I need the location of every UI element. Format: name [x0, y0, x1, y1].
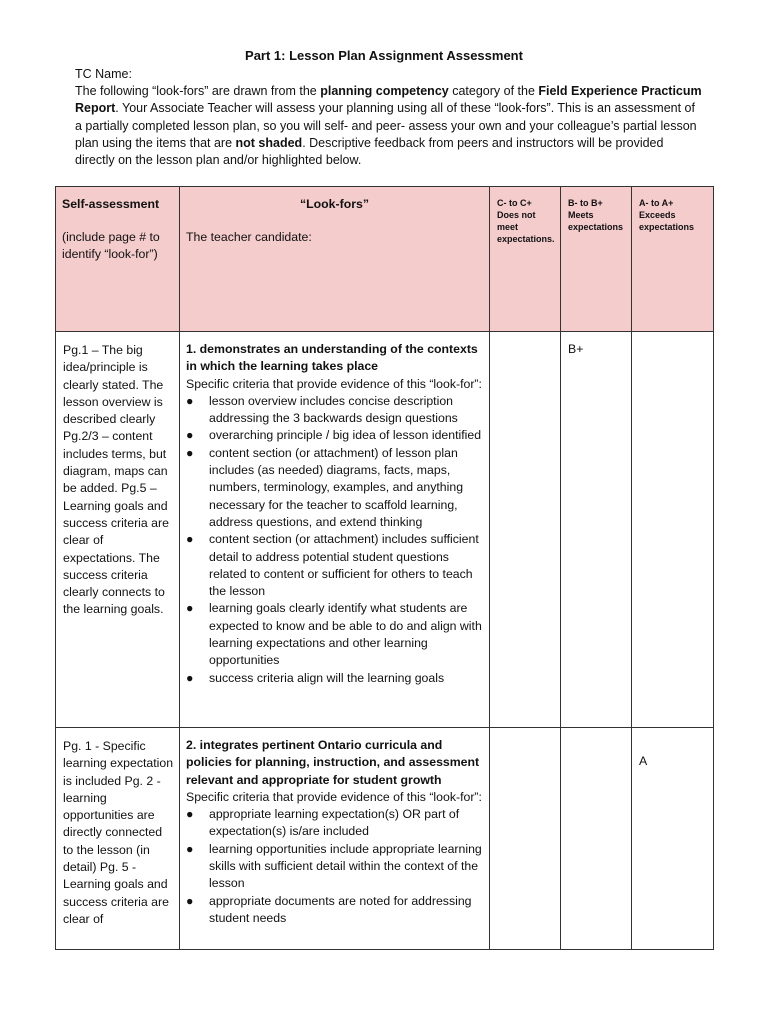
- grade-a-cell: [632, 332, 714, 728]
- list-item: ● appropriate learning expectation(s) OR part of expectation(s) is/are included: [186, 807, 460, 839]
- look-for-cell: [180, 332, 490, 728]
- intro-paragraph: [75, 66, 705, 169]
- grade-a-cell: A: [632, 728, 714, 950]
- bullet-icon: ●: [186, 428, 194, 443]
- bullet-icon: ●: [186, 670, 194, 685]
- table-row: [56, 728, 714, 950]
- table-header-row: [56, 187, 714, 332]
- bullet-icon: ●: [186, 445, 194, 460]
- criteria-list: [186, 393, 483, 687]
- self-assessment-cell: Pg. 1 - Specific learning expectation is included Pg. 2 - learning opportunities are directly connected to the lesson (in detail) Pg. 5 - Learning goals and success criteria are clear of: [56, 728, 180, 950]
- list-item: ● content section (or attachment) includes sufficient detail to address potential student questions related to content or sufficient for others to teach the lesson: [186, 532, 479, 599]
- list-item: ● appropriate documents are noted for addressing student needs: [186, 893, 472, 925]
- table-row: [56, 332, 714, 728]
- grade-b-cell: [561, 728, 632, 950]
- self-assessment-cell: Pg.1 – The big idea/principle is clearly stated. The lesson overview is described clearly Pg.2/3 – content includes terms, but diagram, maps can be added. Pg.5 – Learning goals and success criteria are clear of expectations. The success criteria clearly connects to the learning goals.: [56, 332, 180, 728]
- header-grade-c: C- to C+ Does not meet expectations.: [490, 187, 561, 332]
- intro-text: The following “look-fors” are drawn from the planning competency category of the Field Experience Practicum Report. Your Associate Teacher will assess your planning using all of these “look-fors”. This is an assessment of a partially completed lesson plan, so you will self- and peer- assess your own and your colleague’s partial lesson plan using the items that are not shaded. Descriptive feedback from peers and instructors will be provided directly on the lesson plan and/or highlighted below.: [75, 84, 702, 168]
- list-item: ● learning goals clearly identify what students are expected to know and be able to do and align with learning expectations and other learning opportunities: [186, 601, 482, 668]
- bullet-icon: ●: [186, 807, 194, 822]
- criteria-intro: Specific criteria that provide evidence of this “look-for”:: [186, 789, 482, 804]
- assessment-table: [55, 186, 714, 950]
- criteria-intro: Specific criteria that provide evidence of this “look-for”:: [186, 376, 482, 391]
- look-for-heading: 1. demonstrates an understanding of the contexts in which the learning takes place: [186, 342, 478, 374]
- list-item: ● overarching principle / big idea of lesson identified: [186, 427, 483, 444]
- tc-name-label: TC Name:: [75, 67, 132, 81]
- list-item: ● content section (or attachment) of lesson plan includes (as needed) diagrams, facts, maps, numbers, terminology, examples, and anything necessary for the teacher to scaffold learning, address questions, and extend thinking: [186, 445, 464, 529]
- header-self-assessment: Self-assessment (include page # to identify “look-for”): [56, 187, 180, 332]
- bullet-icon: ●: [186, 601, 194, 616]
- list-item: ● learning opportunities include appropriate learning skills with sufficient detail within the context of the lesson: [186, 841, 482, 891]
- grade-c-cell: [490, 728, 561, 950]
- look-for-heading: 2. integrates pertinent Ontario curricula and policies for planning, instruction, and assessment relevant and appropriate for student growth: [186, 738, 480, 787]
- bullet-icon: ●: [186, 393, 194, 408]
- list-item: ● lesson overview includes concise description addressing the 3 backwards design questions: [186, 393, 458, 426]
- header-look-fors: “Look-fors” The teacher candidate:: [180, 187, 490, 332]
- criteria-list: [186, 806, 483, 927]
- list-item: ● success criteria align will the learning goals: [186, 670, 483, 687]
- page-title: Part 1: Lesson Plan Assignment Assessment: [245, 48, 523, 63]
- bullet-icon: ●: [186, 532, 194, 547]
- grade-c-cell: [490, 332, 561, 728]
- bullet-icon: ●: [186, 841, 194, 856]
- header-grade-a: A- to A+ Exceeds expectations: [632, 187, 714, 332]
- look-for-cell: [180, 728, 490, 950]
- grade-b-cell: B+: [561, 332, 632, 728]
- bullet-icon: ●: [186, 893, 194, 908]
- header-grade-b: B- to B+ Meets expectations: [561, 187, 632, 332]
